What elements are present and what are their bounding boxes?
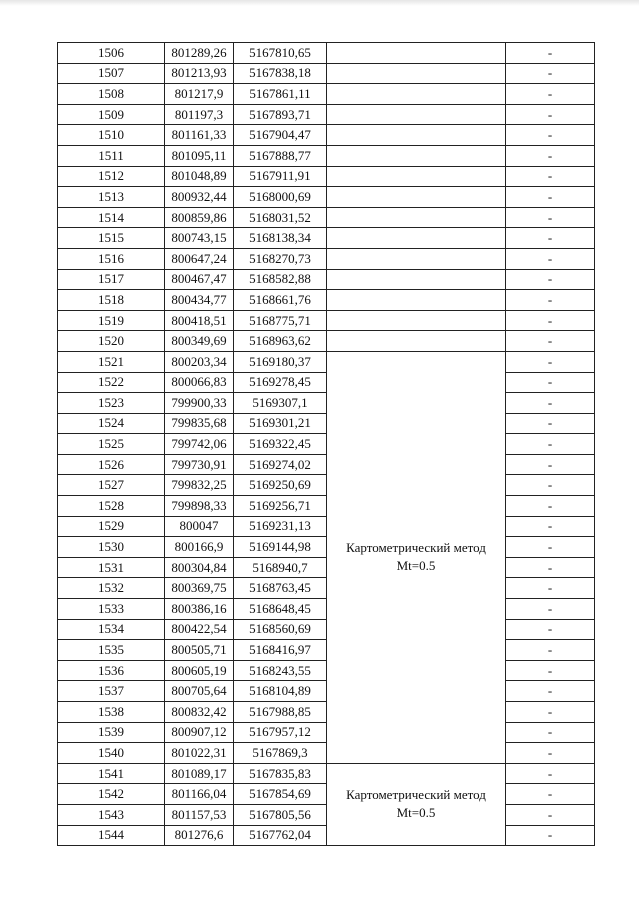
x-coordinate-cell: 801217,9	[165, 84, 234, 105]
note-cell: -	[506, 578, 595, 599]
x-coordinate-cell: 800369,75	[165, 578, 234, 599]
note-cell: -	[506, 599, 595, 620]
note-cell: -	[506, 372, 595, 393]
y-coordinate-cell: 5169274,02	[234, 454, 327, 475]
note-cell: -	[506, 43, 595, 64]
table-row	[58, 619, 595, 640]
point-number-cell: 1519	[58, 310, 165, 331]
method-accuracy: Mt=0.5	[396, 558, 436, 574]
point-number-cell: 1514	[58, 207, 165, 228]
table-row	[58, 372, 595, 393]
note-cell: -	[506, 125, 595, 146]
x-coordinate-cell: 801022,31	[165, 743, 234, 764]
note-cell: -	[506, 393, 595, 414]
x-coordinate-cell: 801095,11	[165, 145, 234, 166]
y-coordinate-cell: 5167835,83	[234, 763, 327, 784]
y-coordinate-cell: 5168243,55	[234, 660, 327, 681]
note-cell: -	[506, 640, 595, 661]
method-cell-empty	[327, 84, 506, 105]
y-coordinate-cell: 5167810,65	[234, 43, 327, 64]
table-row	[58, 599, 595, 620]
note-cell: -	[506, 269, 595, 290]
table-row	[58, 763, 595, 784]
point-number-cell: 1533	[58, 599, 165, 620]
y-coordinate-cell: 5167861,11	[234, 84, 327, 105]
method-cell-empty	[327, 207, 506, 228]
note-cell: -	[506, 228, 595, 249]
x-coordinate-cell: 800422,54	[165, 619, 234, 640]
x-coordinate-cell: 801161,33	[165, 125, 234, 146]
table-row	[58, 351, 595, 372]
scan-edge	[0, 0, 639, 6]
y-coordinate-cell: 5167869,3	[234, 743, 327, 764]
y-coordinate-cell: 5168104,89	[234, 681, 327, 702]
table-row	[58, 187, 595, 208]
y-coordinate-cell: 5167957,12	[234, 722, 327, 743]
table-row	[58, 84, 595, 105]
y-coordinate-cell: 5169301,21	[234, 413, 327, 434]
table-row	[58, 516, 595, 537]
table-row	[58, 454, 595, 475]
point-number-cell: 1539	[58, 722, 165, 743]
table-row	[58, 475, 595, 496]
note-cell: -	[506, 722, 595, 743]
x-coordinate-cell: 801276,6	[165, 825, 234, 846]
point-number-cell: 1511	[58, 145, 165, 166]
x-coordinate-cell: 799898,33	[165, 496, 234, 517]
point-number-cell: 1524	[58, 413, 165, 434]
method-name: Картометрический метод	[346, 787, 486, 803]
y-coordinate-cell: 5168940,7	[234, 557, 327, 578]
note-cell: -	[506, 207, 595, 228]
note-cell: -	[506, 784, 595, 805]
note-cell: -	[506, 516, 595, 537]
x-coordinate-cell: 800203,34	[165, 351, 234, 372]
note-cell: -	[506, 496, 595, 517]
note-cell: -	[506, 187, 595, 208]
table-row	[58, 640, 595, 661]
x-coordinate-cell: 799835,68	[165, 413, 234, 434]
point-number-cell: 1517	[58, 269, 165, 290]
x-coordinate-cell: 801213,93	[165, 63, 234, 84]
point-number-cell: 1536	[58, 660, 165, 681]
note-cell: -	[506, 351, 595, 372]
note-cell: -	[506, 804, 595, 825]
y-coordinate-cell: 5169250,69	[234, 475, 327, 496]
note-cell: -	[506, 743, 595, 764]
table-row	[58, 557, 595, 578]
x-coordinate-cell: 800505,71	[165, 640, 234, 661]
y-coordinate-cell: 5168963,62	[234, 331, 327, 352]
point-number-cell: 1530	[58, 537, 165, 558]
point-number-cell: 1512	[58, 166, 165, 187]
x-coordinate-cell: 800932,44	[165, 187, 234, 208]
point-number-cell: 1537	[58, 681, 165, 702]
point-number-cell: 1515	[58, 228, 165, 249]
point-number-cell: 1538	[58, 702, 165, 723]
method-cell-empty	[327, 310, 506, 331]
x-coordinate-cell: 800434,77	[165, 290, 234, 311]
note-cell: -	[506, 702, 595, 723]
x-coordinate-cell: 801166,04	[165, 784, 234, 805]
y-coordinate-cell: 5168582,88	[234, 269, 327, 290]
x-coordinate-cell: 799832,25	[165, 475, 234, 496]
point-number-cell: 1523	[58, 393, 165, 414]
table-row	[58, 804, 595, 825]
note-cell: -	[506, 84, 595, 105]
y-coordinate-cell: 5167904,47	[234, 125, 327, 146]
table-row	[58, 393, 595, 414]
method-cell-empty	[327, 269, 506, 290]
y-coordinate-cell: 5167888,77	[234, 145, 327, 166]
note-cell: -	[506, 557, 595, 578]
point-number-cell: 1525	[58, 434, 165, 455]
note-cell: -	[506, 248, 595, 269]
note-cell: -	[506, 763, 595, 784]
point-number-cell: 1544	[58, 825, 165, 846]
table-row	[58, 681, 595, 702]
point-number-cell: 1510	[58, 125, 165, 146]
table-row	[58, 248, 595, 269]
x-coordinate-cell: 801157,53	[165, 804, 234, 825]
x-coordinate-cell: 800467,47	[165, 269, 234, 290]
x-coordinate-cell: 800304,84	[165, 557, 234, 578]
table-row	[58, 104, 595, 125]
table-row	[58, 269, 595, 290]
x-coordinate-cell: 801197,3	[165, 104, 234, 125]
note-cell: -	[506, 681, 595, 702]
point-number-cell: 1540	[58, 743, 165, 764]
method-cell-empty	[327, 63, 506, 84]
y-coordinate-cell: 5168775,71	[234, 310, 327, 331]
method-cell-empty	[327, 166, 506, 187]
table-row	[58, 63, 595, 84]
point-number-cell: 1543	[58, 804, 165, 825]
x-coordinate-cell: 800349,69	[165, 331, 234, 352]
y-coordinate-cell: 5169231,13	[234, 516, 327, 537]
x-coordinate-cell: 800743,15	[165, 228, 234, 249]
point-number-cell: 1531	[58, 557, 165, 578]
method-cell	[327, 351, 506, 763]
table-row	[58, 578, 595, 599]
point-number-cell: 1516	[58, 248, 165, 269]
table-row	[58, 722, 595, 743]
y-coordinate-cell: 5167805,56	[234, 804, 327, 825]
point-number-cell: 1528	[58, 496, 165, 517]
point-number-cell: 1534	[58, 619, 165, 640]
x-coordinate-cell: 800907,12	[165, 722, 234, 743]
coordinates-table	[57, 42, 595, 846]
table-row	[58, 743, 595, 764]
x-coordinate-cell: 800066,83	[165, 372, 234, 393]
x-coordinate-cell: 800605,19	[165, 660, 234, 681]
table-row	[58, 434, 595, 455]
y-coordinate-cell: 5167911,91	[234, 166, 327, 187]
note-cell: -	[506, 63, 595, 84]
point-number-cell: 1507	[58, 63, 165, 84]
x-coordinate-cell: 800166,9	[165, 537, 234, 558]
x-coordinate-cell: 800418,51	[165, 310, 234, 331]
table-row	[58, 207, 595, 228]
note-cell: -	[506, 660, 595, 681]
method-accuracy: Mt=0.5	[396, 805, 436, 821]
y-coordinate-cell: 5169322,45	[234, 434, 327, 455]
y-coordinate-cell: 5168560,69	[234, 619, 327, 640]
table-row	[58, 702, 595, 723]
point-number-cell: 1527	[58, 475, 165, 496]
note-cell: -	[506, 434, 595, 455]
point-number-cell: 1518	[58, 290, 165, 311]
x-coordinate-cell: 800647,24	[165, 248, 234, 269]
y-coordinate-cell: 5168031,52	[234, 207, 327, 228]
table-row	[58, 125, 595, 146]
note-cell: -	[506, 537, 595, 558]
point-number-cell: 1509	[58, 104, 165, 125]
method-cell-empty	[327, 104, 506, 125]
method-cell-empty	[327, 331, 506, 352]
x-coordinate-cell: 800832,42	[165, 702, 234, 723]
y-coordinate-cell: 5168763,45	[234, 578, 327, 599]
method-cell	[327, 763, 506, 845]
table-row	[58, 413, 595, 434]
x-coordinate-cell: 800859,86	[165, 207, 234, 228]
coordinates-table-body	[58, 43, 595, 846]
note-cell: -	[506, 290, 595, 311]
point-number-cell: 1532	[58, 578, 165, 599]
y-coordinate-cell: 5168000,69	[234, 187, 327, 208]
y-coordinate-cell: 5167893,71	[234, 104, 327, 125]
y-coordinate-cell: 5167854,69	[234, 784, 327, 805]
table-row	[58, 290, 595, 311]
note-cell: -	[506, 104, 595, 125]
table-row	[58, 310, 595, 331]
note-cell: -	[506, 454, 595, 475]
note-cell: -	[506, 619, 595, 640]
y-coordinate-cell: 5167838,18	[234, 63, 327, 84]
y-coordinate-cell: 5169256,71	[234, 496, 327, 517]
point-number-cell: 1520	[58, 331, 165, 352]
y-coordinate-cell: 5167762,04	[234, 825, 327, 846]
y-coordinate-cell: 5168416,97	[234, 640, 327, 661]
point-number-cell: 1541	[58, 763, 165, 784]
point-number-cell: 1529	[58, 516, 165, 537]
method-cell-empty	[327, 248, 506, 269]
x-coordinate-cell: 800705,64	[165, 681, 234, 702]
x-coordinate-cell: 800047	[165, 516, 234, 537]
point-number-cell: 1521	[58, 351, 165, 372]
table-row	[58, 784, 595, 805]
method-cell-empty	[327, 43, 506, 64]
method-cell-empty	[327, 125, 506, 146]
table-row	[58, 825, 595, 846]
x-coordinate-cell: 800386,16	[165, 599, 234, 620]
method-cell-empty	[327, 187, 506, 208]
method-cell-empty	[327, 228, 506, 249]
table-row	[58, 166, 595, 187]
point-number-cell: 1506	[58, 43, 165, 64]
y-coordinate-cell: 5168648,45	[234, 599, 327, 620]
x-coordinate-cell: 801089,17	[165, 763, 234, 784]
method-cell-empty	[327, 145, 506, 166]
y-coordinate-cell: 5169144,98	[234, 537, 327, 558]
note-cell: -	[506, 825, 595, 846]
note-cell: -	[506, 413, 595, 434]
y-coordinate-cell: 5168270,73	[234, 248, 327, 269]
y-coordinate-cell: 5169307,1	[234, 393, 327, 414]
method-name: Картометрический метод	[346, 540, 486, 556]
note-cell: -	[506, 475, 595, 496]
table-row	[58, 228, 595, 249]
y-coordinate-cell: 5169278,45	[234, 372, 327, 393]
point-number-cell: 1542	[58, 784, 165, 805]
x-coordinate-cell: 799900,33	[165, 393, 234, 414]
x-coordinate-cell: 801048,89	[165, 166, 234, 187]
point-number-cell: 1508	[58, 84, 165, 105]
table-row	[58, 331, 595, 352]
note-cell: -	[506, 331, 595, 352]
x-coordinate-cell: 799742,06	[165, 434, 234, 455]
y-coordinate-cell: 5168138,34	[234, 228, 327, 249]
table-row	[58, 660, 595, 681]
x-coordinate-cell: 801289,26	[165, 43, 234, 64]
point-number-cell: 1513	[58, 187, 165, 208]
x-coordinate-cell: 799730,91	[165, 454, 234, 475]
y-coordinate-cell: 5167988,85	[234, 702, 327, 723]
note-cell: -	[506, 145, 595, 166]
note-cell: -	[506, 310, 595, 331]
point-number-cell: 1526	[58, 454, 165, 475]
table-row	[58, 145, 595, 166]
point-number-cell: 1522	[58, 372, 165, 393]
y-coordinate-cell: 5168661,76	[234, 290, 327, 311]
y-coordinate-cell: 5169180,37	[234, 351, 327, 372]
table-row	[58, 496, 595, 517]
method-cell-empty	[327, 290, 506, 311]
point-number-cell: 1535	[58, 640, 165, 661]
note-cell: -	[506, 166, 595, 187]
table-row	[58, 43, 595, 64]
table-row	[58, 537, 595, 558]
